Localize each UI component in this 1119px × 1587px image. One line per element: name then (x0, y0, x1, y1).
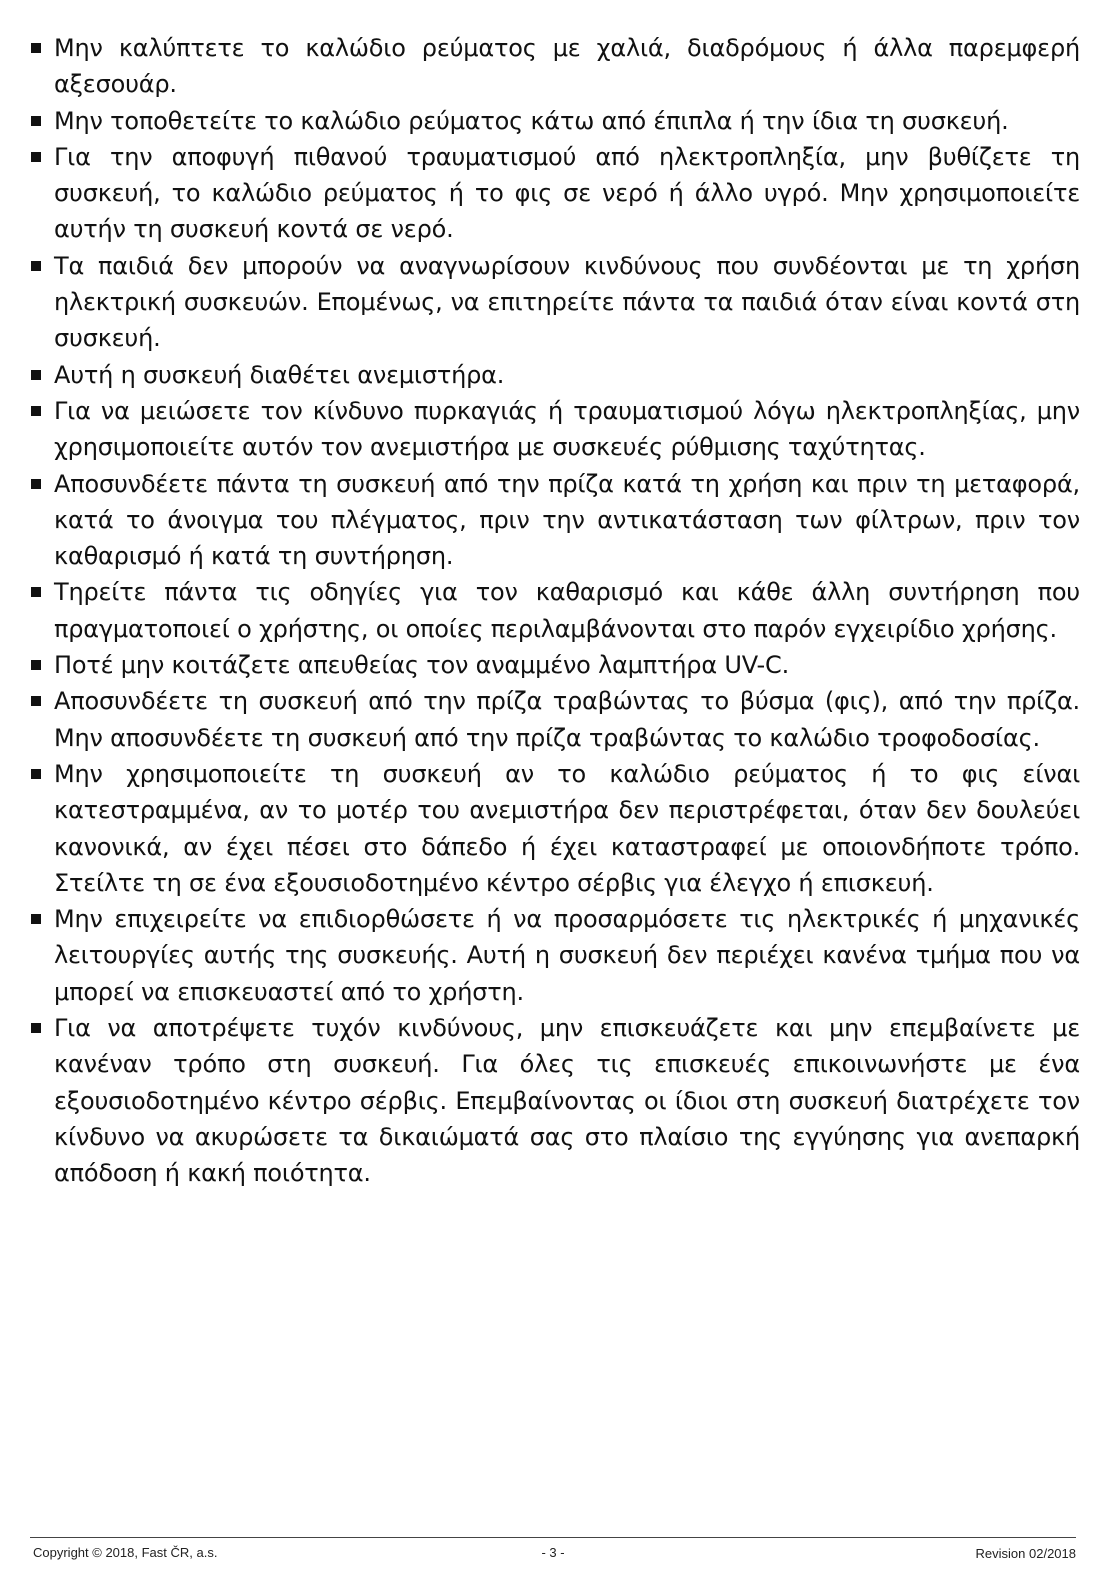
list-item-text: Μην χρησιμοποιείτε τη συσκευή αν το καλώδιο ρεύματος ή το φις είναι κατεστραμμένα, αν το μοτέρ του ανεμιστήρα δεν περιστρέφεται, όταν δεν δουλεύει κανονικά, αν έχει πέσει στο δάπεδο ή έχει καταστραφεί με οποιονδήποτε τρόπο. Στείλτε τη σε ένα εξουσιοδοτημένο κέντρο σέρβις για έλεγχο ή επισκευή. (54, 759, 1080, 897)
list-item (28, 357, 1080, 393)
list-item-text: Για να μειώσετε τον κίνδυνο πυρκαγιάς ή τραυματισμού λόγω ηλεκτροπληξίας, μην χρησιμοποιείτε αυτόν τον ανεμιστήρα με συσκευές ρύθμισης ταχύτητας. (54, 396, 1080, 462)
list-item (28, 393, 1080, 466)
square-bullet-icon (31, 152, 41, 162)
list-item-text: Αποσυνδέετε πάντα τη συσκευή από την πρίζα κατά τη χρήση και πριν τη μεταφορά, κατά το άνοιγμα του πλέγματος, πριν την αντικατάσταση των φίλτρων, πριν τον καθαρισμό ή κατά τη συντήρηση. (54, 469, 1080, 571)
list-item (28, 30, 1080, 103)
square-bullet-icon (31, 914, 41, 924)
list-item-text: Για να αποτρέψετε τυχόν κινδύνους, μην επισκευάζετε και μην επεμβαίνετε με κανέναν τρόπο στη συσκευή. Για όλες τις επισκευές επικοινωνήστε με ένα εξουσιοδοτημένο κέντρο σέρβις. Επεμβαίνοντας οι ίδιοι στη συσκευή διατρέχετε τον κίνδυνο να ακυρώσετε τα δικαιώματά σας στο πλαίσιο της εγγύησης για ανεπαρκή απόδοση ή κακή ποιότητα. (54, 1014, 1080, 1188)
list-item (28, 683, 1080, 756)
list-item-text: Τα παιδιά δεν μπορούν να αναγνωρίσουν κινδύνους που συνδέονται με τη χρήση ηλεκτρική συσκευών. Επομένως, να επιτηρείτε πάντα τα παιδιά όταν είναι κοντά στη συσκευή. (54, 251, 1080, 353)
square-bullet-icon (31, 116, 41, 126)
list-item (28, 647, 1080, 683)
square-bullet-icon (31, 43, 41, 53)
square-bullet-icon (31, 479, 41, 489)
list-item-text: Ποτέ μην κοιτάζετε απευθείας τον αναμμένο λαμπτήρα UV-C. (54, 651, 789, 680)
list-item-text: Για την αποφυγή πιθανού τραυματισμού από ηλεκτροπληξία, μην βυθίζετε τη συσκευή, το καλώδιο ρεύματος ή το φις σε νερό ή άλλο υγρό. Μην χρησιμοποιείτε αυτήν τη συσκευή κοντά σε νερό. (54, 142, 1080, 244)
list-item (28, 466, 1080, 575)
square-bullet-icon (31, 587, 41, 597)
list-item (28, 1010, 1080, 1191)
list-item-text: Αυτή η συσκευή διαθέτει ανεμιστήρα. (54, 360, 505, 389)
square-bullet-icon (31, 261, 41, 271)
list-item (28, 139, 1080, 248)
list-item-text: Μην επιχειρείτε να επιδιορθώσετε ή να προσαρμόσετε τις ηλεκτρικές ή μηχανικές λειτουργίες αυτής της συσκευής. Αυτή η συσκευή δεν περιέχει κανένα τμήμα που να μπορεί να επισκευαστεί από το χρήστη. (54, 905, 1080, 1006)
list-item-text: Τηρείτε πάντα τις οδηγίες για τον καθαρισμό και κάθε άλλη συντήρηση που πραγματοποιεί ο χρήστης, οι οποίες περιλαμβάνονται στο παρόν εγχειρίδιο χρήσης. (54, 578, 1080, 643)
revision-text: Revision 02/2018 (975, 1546, 1076, 1561)
list-item (28, 756, 1080, 901)
list-item-text: Μην καλύπτετε το καλώδιο ρεύματος με χαλιά, διαδρόμους ή άλλα παρεμφερή αξεσουάρ. (54, 34, 1080, 99)
list-item-text: Μην τοποθετείτε το καλώδιο ρεύματος κάτω από έπιπλα ή την ίδια τη συσκευή. (54, 106, 1009, 135)
list-item (28, 901, 1080, 1010)
list-item (28, 574, 1080, 647)
square-bullet-icon (31, 660, 41, 670)
square-bullet-icon (31, 696, 41, 706)
page-footer (30, 1537, 1076, 1561)
square-bullet-icon (31, 769, 41, 779)
square-bullet-icon (31, 406, 41, 416)
safety-instructions-list (28, 30, 1080, 1192)
list-item (28, 248, 1080, 357)
page-number: - 3 - (541, 1545, 565, 1560)
copyright-text: Copyright © 2018, Fast ČR, a.s. (33, 1545, 218, 1560)
list-item (28, 103, 1080, 139)
document-body (28, 30, 1080, 1192)
square-bullet-icon (31, 1023, 41, 1033)
square-bullet-icon (31, 370, 41, 380)
list-item-text: Αποσυνδέετε τη συσκευή από την πρίζα τραβώντας το βύσμα (φις), από την πρίζα. Μην αποσυνδέετε τη συσκευή από την πρίζα τραβώντας το καλώδιο τροφοδοσίας. (54, 687, 1080, 752)
